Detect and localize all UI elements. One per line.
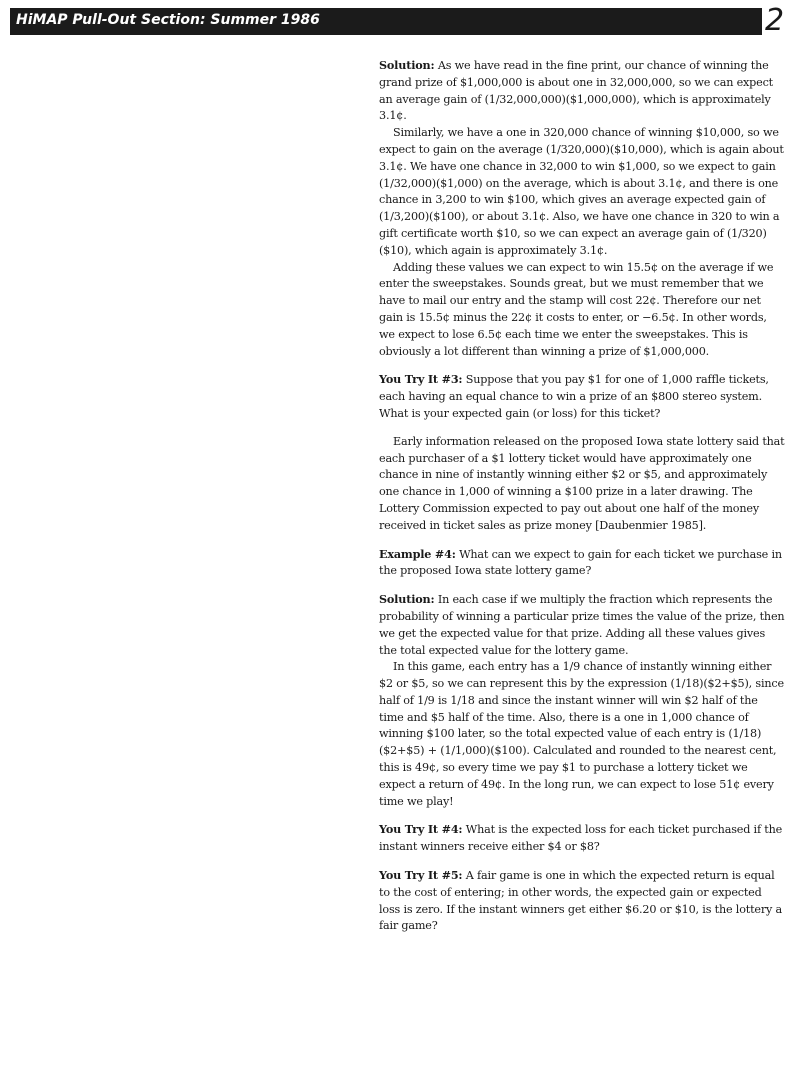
section-header-bar	[10, 8, 762, 35]
paragraph-you-try-it-4	[379, 821, 785, 856]
paragraph-solution-sweepstakes	[379, 57, 785, 125]
paragraph-lead: Solution:	[379, 58, 435, 72]
paragraph-iowa-lottery-info	[379, 434, 785, 535]
paragraph-text: In each case if we multiply the fraction which represents the probability of winning a particular prize times the value of the prize, then we get the expected value for that prize. Adding all these values gives the total expected value for the lottery game.	[379, 593, 785, 657]
paragraph-lead: You Try It #4:	[379, 822, 463, 837]
section-header-title: HiMAP Pull-Out Section: Summer 1986	[16, 12, 320, 28]
paragraph-similarly	[379, 125, 785, 259]
paragraph-solution-lottery	[379, 591, 785, 659]
paragraph-you-try-it-5	[379, 867, 785, 935]
paragraph-lead: Solution:	[379, 592, 435, 607]
paragraph-example-4	[379, 546, 785, 581]
paragraph-adding-values	[379, 260, 785, 361]
paragraph-text: As we have read in the fine print, our chance of winning the grand prize of $1,000,000 is about one in 32,000,000, so we can expect an average gain of (1/32,000,000)($1,000,000), which is approximately 3.1¢.	[379, 59, 773, 123]
article-body	[379, 57, 785, 935]
paragraph-text: Adding these values we can expect to win 15.5¢ on the average if we enter the sweepstakes. Sounds great, but we must remember that we have to mail our entry and the stamp will cost 22¢. Therefore our net gain is 15.5¢ minus the 22¢ it costs to enter, or −6.5¢. In other words, we expect to lose 6.5¢ each time we enter the sweepstakes. This is obviously a lot different than winning a prize of $1,000,000.	[379, 260, 774, 358]
paragraph-text: Suppose that you pay $1 for one of 1,000 raffle tickets, each having an equal chance to win a prize of an $800 stereo system. What is your expected gain (or loss) for this ticket?	[379, 373, 769, 420]
paragraph-lead: Example #4:	[379, 546, 456, 561]
paragraph-in-this-game	[379, 659, 785, 810]
paragraph-text: Similarly, we have a one in 320,000 chance of winning $10,000, so we expect to gain on the average (1/320,000)($10,000), which is again about 3.1¢. We have one chance in 32,000 to win $1,000, so we expect to gain (1/32,000)($1,000) on the average, which is about 3.1¢, and there is one chance in 3,200 to win $100, which gives an average expected gain of (1/3,200)($100), or about 3.1¢. Also, we have one chance in 320 to win a gift certificate worth $10, so we can expect an average gain of (1/320)($10), which again is approximately 3.1¢.	[379, 126, 784, 257]
paragraph-lead: You Try It #5:	[379, 868, 463, 883]
paragraph-text: In this game, each entry has a 1/9 chance of instantly winning either $2 or $5, so we can represent this by the expression (1/18)($2+$5), since half of 1/9 is 1/18 and since the instant winner will win $2 half of the time and $5 half of the time. Also, there is a one in 1,000 chance of winning $100 later, so the total expected value of each entry is (1/18)($2+$5) + (1/1,000)($100). Calculated and rounded to the nearest cent, this is 49¢, so every time we pay $1 to purchase a lottery ticket we expect a return of 49¢. In the long run, we can expect to lose 51¢ every time we play!	[379, 660, 784, 808]
paragraph-you-try-it-3	[379, 371, 785, 422]
paragraph-text: Early information released on the proposed Iowa state lottery said that each purchaser of a $1 lottery ticket would have approximately one chance in nine of instantly winning either $2 or $5, and approximately one chance in 1,000 of winning a $100 prize in a later drawing. The Lottery Commission expected to pay out about one half of the money received in ticket sales as prize money [Daubenmier 1985].	[379, 434, 785, 532]
page-number: 2	[765, 3, 785, 38]
paragraph-text: What can we expect to gain for each ticket we purchase in the proposed Iowa state lottery game?	[379, 547, 782, 578]
paragraph-text: What is the expected loss for each ticket purchased if the instant winners receive either $4 or $8?	[379, 823, 783, 854]
paragraph-text: A fair game is one in which the expected return is equal to the cost of entering; in other words, the expected gain or expected loss is zero. If the instant winners get either $6.20 or $10, is the lottery a fair game?	[379, 869, 782, 933]
paragraph-lead: You Try It #3:	[379, 372, 463, 387]
